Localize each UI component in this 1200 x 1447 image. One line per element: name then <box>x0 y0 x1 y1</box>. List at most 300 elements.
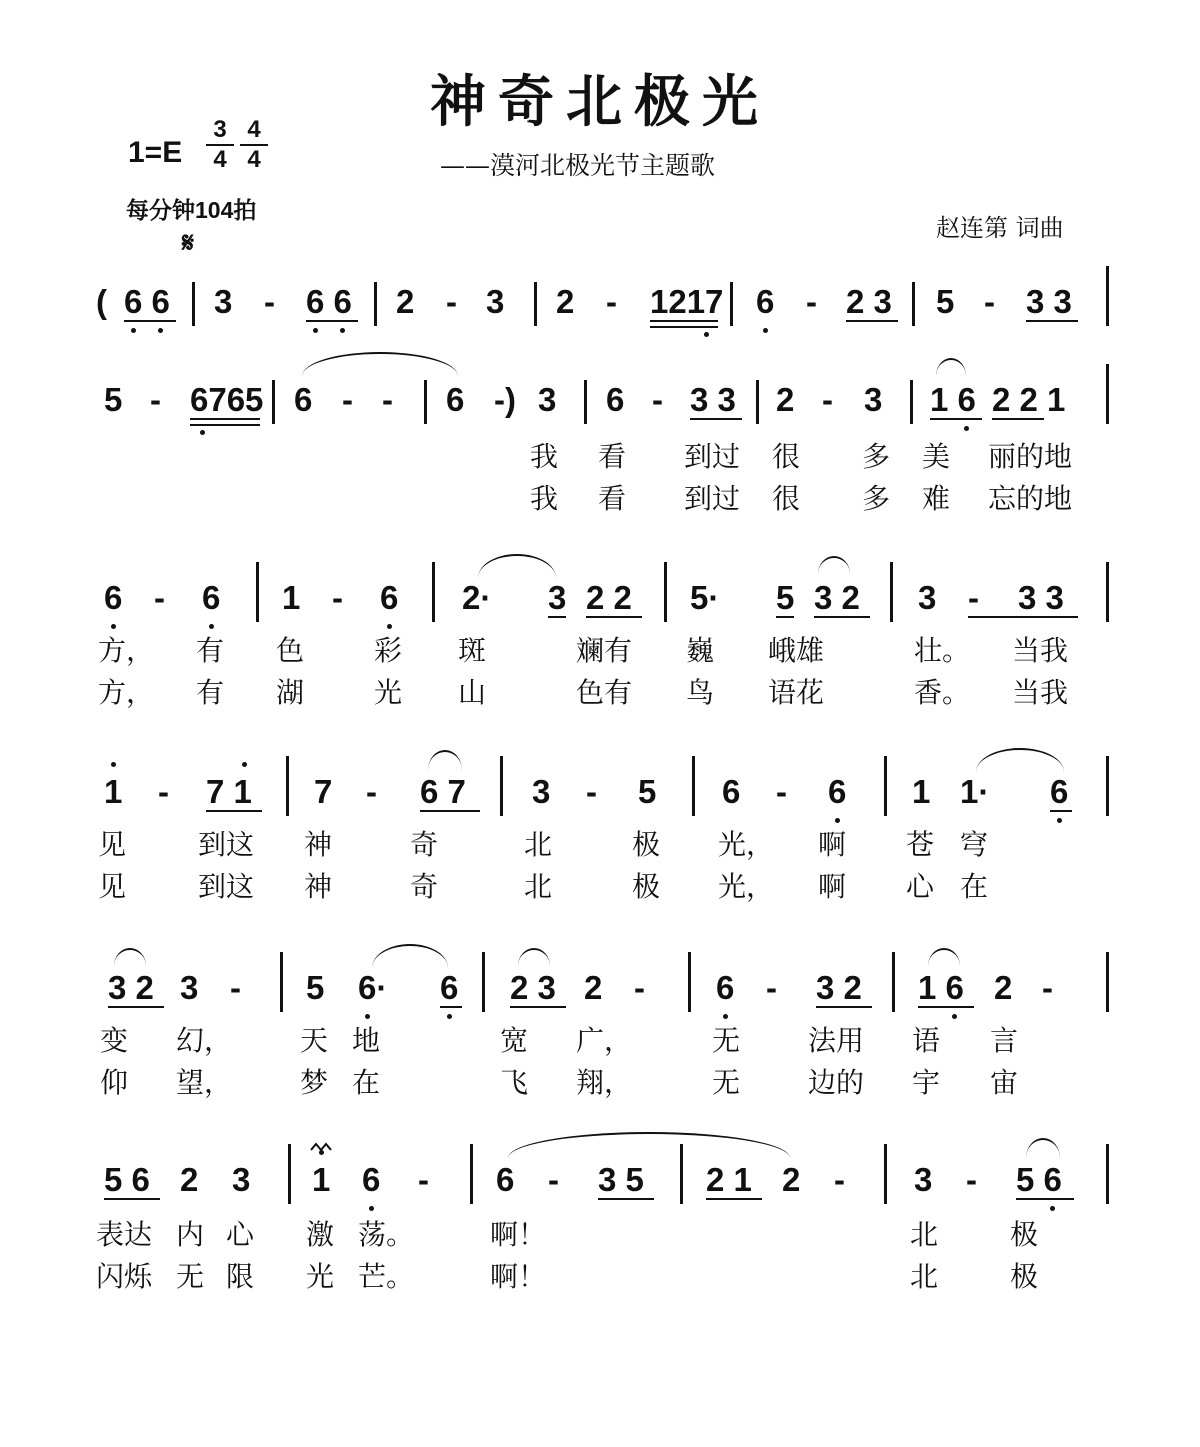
note: 3 3 <box>1026 283 1072 320</box>
lyric: 忘的地 <box>988 482 1073 515</box>
lyric: 穹 <box>960 828 989 861</box>
note: 3 <box>532 773 551 810</box>
beam <box>706 1198 762 1200</box>
lyric: 色 <box>276 634 305 667</box>
barline <box>482 952 485 1012</box>
lyric: 极 <box>1010 1260 1039 1293</box>
low-octave-dot <box>313 328 318 333</box>
note: - <box>158 773 169 810</box>
beam <box>776 616 794 618</box>
barline <box>432 562 435 622</box>
note: 6 <box>446 381 465 418</box>
note: - <box>822 381 833 418</box>
note: 6 <box>294 381 313 418</box>
barline <box>910 380 913 424</box>
note: 3 2 <box>814 579 860 616</box>
music-line-2 <box>0 380 1200 440</box>
lyric: 光 <box>374 676 403 709</box>
barline <box>584 380 587 424</box>
barline <box>1106 364 1109 424</box>
note: - <box>806 283 817 320</box>
barline <box>688 952 691 1012</box>
note: - <box>606 283 617 320</box>
note: - <box>418 1161 429 1198</box>
lyric: 极 <box>632 828 661 861</box>
beam <box>190 424 260 426</box>
note: - <box>548 1161 559 1198</box>
barline <box>424 380 427 424</box>
beam <box>814 616 870 618</box>
composer-credit: 赵连第 词曲 <box>936 214 1064 242</box>
note: 3 <box>214 283 233 320</box>
note: 6 <box>380 579 399 616</box>
note: 5 <box>776 579 795 616</box>
note: 6· <box>358 969 388 1006</box>
lyric: 我 <box>530 440 559 473</box>
note: 3 2 <box>108 969 154 1006</box>
lyrics-line-6-verse-1 <box>0 1218 1200 1258</box>
lyric: 啊 <box>818 828 847 861</box>
barline <box>884 756 887 816</box>
lyric: 丽的地 <box>988 440 1073 473</box>
beam <box>206 810 262 812</box>
lyric: 见 <box>98 828 127 861</box>
lyric: 光 <box>306 1260 335 1293</box>
lyric: 语花 <box>768 676 825 709</box>
lyric: 北 <box>910 1218 939 1251</box>
low-octave-dot <box>835 818 840 823</box>
lyric: 心 <box>226 1218 255 1251</box>
lyric: 内 <box>176 1218 205 1251</box>
lyric: 天 <box>300 1024 329 1057</box>
time-signature-4-4 <box>240 118 268 172</box>
note: - <box>446 283 457 320</box>
lyric: 北 <box>524 828 553 861</box>
note: 6 <box>1050 773 1069 810</box>
lyric: 语 <box>912 1024 941 1057</box>
note: 3 3 <box>1018 579 1064 616</box>
note: 2 <box>994 969 1013 1006</box>
note: 1 <box>104 773 123 810</box>
lyric: 广， <box>576 1024 633 1057</box>
beam <box>918 1006 974 1008</box>
note: - <box>264 283 275 320</box>
note: - <box>634 969 645 1006</box>
barline <box>884 1144 887 1204</box>
lyric: 神 <box>304 828 333 861</box>
low-octave-dot <box>111 624 116 629</box>
barline <box>1106 266 1109 326</box>
barline <box>534 282 537 326</box>
beam <box>650 320 718 322</box>
note: - <box>332 579 343 616</box>
note: 2 <box>180 1161 199 1198</box>
note: 6 <box>104 579 123 616</box>
note: 6 <box>756 283 775 320</box>
tie <box>976 748 1064 772</box>
barline <box>288 1144 291 1204</box>
beam <box>650 326 718 328</box>
lyric: 山 <box>458 676 487 709</box>
lyric: 到过 <box>684 482 741 515</box>
beam <box>420 810 480 812</box>
note: 3 <box>232 1161 251 1198</box>
note: 6 <box>828 773 847 810</box>
lyrics-line-5-verse-1 <box>0 1024 1200 1064</box>
note: - <box>1042 969 1053 1006</box>
lyric: 光， <box>718 870 775 903</box>
lyric: 苍 <box>906 828 935 861</box>
lyric: 无 <box>176 1260 205 1293</box>
beam <box>930 418 982 420</box>
barline <box>1106 562 1109 622</box>
music-line-5 <box>0 968 1200 1028</box>
note: 2 <box>556 283 575 320</box>
lyric: 地 <box>352 1024 381 1057</box>
lyric: 啊！ <box>490 1218 547 1251</box>
lyric: 言 <box>990 1024 1019 1057</box>
lyric: 很 <box>772 482 801 515</box>
lyric: 美 <box>922 440 951 473</box>
barline <box>280 952 283 1012</box>
lyric: 光， <box>718 828 775 861</box>
lyrics-line-2-verse-1 <box>0 440 1200 480</box>
note: 6 <box>496 1161 515 1198</box>
lyric: 色有 <box>576 676 633 709</box>
note: 3 2 <box>816 969 862 1006</box>
note: - <box>834 1161 845 1198</box>
time-signature-3-4 <box>206 118 234 172</box>
note: - <box>586 773 597 810</box>
low-octave-dot <box>952 1014 957 1019</box>
lyric: 心 <box>906 870 935 903</box>
note: 3 <box>538 381 557 418</box>
lyrics-line-3-verse-1 <box>0 634 1200 674</box>
lyric: 飞 <box>500 1066 529 1099</box>
lyric: 当我 <box>1012 676 1069 709</box>
barline <box>730 282 733 326</box>
note: 2 3 <box>510 969 556 1006</box>
lyric: 奇 <box>410 828 439 861</box>
lyric: 看 <box>598 482 627 515</box>
lyrics-line-4-verse-1 <box>0 828 1200 868</box>
note: - <box>230 969 241 1006</box>
note: 6 <box>722 773 741 810</box>
note: -) <box>494 381 516 418</box>
low-octave-dot <box>340 328 345 333</box>
tie <box>508 1132 790 1158</box>
note: 2 2 <box>586 579 632 616</box>
beam <box>104 1198 160 1200</box>
lyric: 极 <box>1010 1218 1039 1251</box>
lyric: 到过 <box>684 440 741 473</box>
note: ( <box>96 283 107 320</box>
note: 2 <box>782 1161 801 1198</box>
note: 6 <box>606 381 625 418</box>
key-signature: 1=E <box>128 136 183 169</box>
lyric: 在 <box>352 1066 381 1099</box>
lyric: 变 <box>100 1024 129 1057</box>
lyrics-line-2-verse-2 <box>0 482 1200 522</box>
song-subtitle: ——漠河北极光节主题歌 <box>440 151 716 180</box>
lyric: 彩 <box>374 634 403 667</box>
slur <box>818 556 850 574</box>
lyric: 有 <box>196 634 225 667</box>
beam <box>124 320 176 322</box>
lyric: 到这 <box>198 870 255 903</box>
slur <box>478 554 556 578</box>
lyric: 宽 <box>500 1024 529 1057</box>
lyric: 法用 <box>808 1024 865 1057</box>
beam <box>510 1006 566 1008</box>
ornament-icon <box>310 1142 334 1152</box>
lyric: 有 <box>196 676 225 709</box>
note: 2 1 <box>706 1161 752 1198</box>
barline <box>892 952 895 1012</box>
time-sig-numerator: 3 <box>206 118 234 146</box>
note: 2 <box>584 969 603 1006</box>
lyric: 闪烁 <box>96 1260 153 1293</box>
low-octave-dot <box>158 328 163 333</box>
note: - <box>776 773 787 810</box>
lyric: 神 <box>304 870 333 903</box>
slur <box>1026 1138 1060 1158</box>
lyric: 宇 <box>912 1066 941 1099</box>
lyric: 在 <box>960 870 989 903</box>
barline <box>192 282 195 326</box>
barline <box>286 756 289 816</box>
note: 3 3 <box>690 381 736 418</box>
beam <box>968 616 1078 618</box>
barline <box>470 1144 473 1204</box>
lyric: 啊！ <box>490 1260 547 1293</box>
time-sig-numerator: 4 <box>240 118 268 146</box>
high-octave-dot <box>242 762 247 767</box>
slur <box>428 750 462 770</box>
note: - <box>652 381 663 418</box>
beam <box>816 1006 872 1008</box>
lyric: 北 <box>910 1260 939 1293</box>
note: 1217 <box>650 283 724 320</box>
note: 5 6 <box>104 1161 150 1198</box>
time-sig-denominator: 4 <box>213 146 227 173</box>
lyrics-line-4-verse-2 <box>0 870 1200 910</box>
barline <box>1106 756 1109 816</box>
low-octave-dot <box>723 1014 728 1019</box>
note: - <box>968 579 979 616</box>
note: 3 <box>918 579 937 616</box>
note: 1 <box>282 579 301 616</box>
music-line-6 <box>0 1160 1200 1220</box>
beam <box>846 320 898 322</box>
barline <box>912 282 915 326</box>
note: 6765 <box>190 381 264 418</box>
note: - <box>984 283 995 320</box>
tie <box>302 352 458 376</box>
lyric: 香。 <box>914 676 971 709</box>
music-line-4 <box>0 772 1200 832</box>
low-octave-dot <box>387 624 392 629</box>
low-octave-dot <box>447 1014 452 1019</box>
note: 7 1 <box>206 773 252 810</box>
note: 5 6 <box>1016 1161 1062 1198</box>
music-line-1 <box>0 282 1200 342</box>
beam <box>548 616 566 618</box>
lyrics-line-6-verse-2 <box>0 1260 1200 1300</box>
lyric: 方， <box>98 676 155 709</box>
note: 7 <box>314 773 333 810</box>
note: 2 <box>776 381 795 418</box>
lyric: 宙 <box>990 1066 1019 1099</box>
lyric: 难 <box>922 482 951 515</box>
note: 6 <box>202 579 221 616</box>
note: 3 <box>914 1161 933 1198</box>
beam <box>1050 810 1072 812</box>
note: - <box>766 969 777 1006</box>
beam <box>598 1198 654 1200</box>
low-octave-dot <box>365 1014 370 1019</box>
slur <box>928 948 960 966</box>
barline <box>1106 952 1109 1012</box>
lyric: 到这 <box>198 828 255 861</box>
slur <box>936 358 966 376</box>
lyric: 峨雄 <box>768 634 825 667</box>
note: 2 2 1 <box>992 381 1066 418</box>
lyric: 多 <box>862 440 891 473</box>
note: 6 6 <box>306 283 352 320</box>
note: 5 <box>104 381 123 418</box>
note: 6 6 <box>124 283 170 320</box>
note: 1· <box>960 773 990 810</box>
note: 2· <box>462 579 492 616</box>
lyric: 限 <box>226 1260 255 1293</box>
low-octave-dot <box>131 328 136 333</box>
lyric: 极 <box>632 870 661 903</box>
lyric: 荡。 <box>358 1218 415 1251</box>
lyric: 湖 <box>276 676 305 709</box>
song-title: 神奇北极光 <box>430 69 770 135</box>
lyric: 很 <box>772 440 801 473</box>
note: 5 <box>936 283 955 320</box>
lyric: 多 <box>862 482 891 515</box>
note: 6 <box>716 969 735 1006</box>
tie <box>372 944 448 968</box>
note: 6 7 <box>420 773 466 810</box>
lyric: 仰 <box>100 1066 129 1099</box>
note: 6 <box>440 969 459 1006</box>
beam <box>190 418 260 420</box>
time-sig-denominator: 4 <box>247 146 261 173</box>
lyric: 表达 <box>96 1218 153 1251</box>
note: - <box>342 381 353 418</box>
lyric: 无 <box>712 1066 741 1099</box>
lyric: 斑 <box>458 634 487 667</box>
barline <box>692 756 695 816</box>
lyric: 激 <box>306 1218 335 1251</box>
barline <box>272 380 275 424</box>
low-octave-dot <box>763 328 768 333</box>
note: 6 <box>362 1161 381 1198</box>
lyric: 啊 <box>818 870 847 903</box>
note: 3 <box>180 969 199 1006</box>
note: 3 <box>548 579 567 616</box>
barline <box>374 282 377 326</box>
lyric: 巍 <box>686 634 715 667</box>
note: - <box>966 1161 977 1198</box>
lyric: 斓有 <box>576 634 633 667</box>
barline <box>256 562 259 622</box>
lyric: 鸟 <box>686 676 715 709</box>
low-octave-dot <box>1057 818 1062 823</box>
note: 3 <box>864 381 883 418</box>
beam <box>992 418 1044 420</box>
beam <box>1016 1198 1074 1200</box>
lyrics-line-5-verse-2 <box>0 1066 1200 1106</box>
note: 1 <box>312 1161 331 1198</box>
note: - <box>154 579 165 616</box>
low-octave-dot <box>704 332 709 337</box>
beam <box>586 616 642 618</box>
beam <box>440 1006 462 1008</box>
lyric: 望， <box>176 1066 233 1099</box>
note: 5· <box>690 579 720 616</box>
note: 5 <box>306 969 325 1006</box>
slur <box>114 948 146 966</box>
low-octave-dot <box>200 430 205 435</box>
lyric: 奇 <box>410 870 439 903</box>
note: 3 5 <box>598 1161 644 1198</box>
low-octave-dot <box>1050 1206 1055 1211</box>
beam <box>108 1006 164 1008</box>
note: 1 6 <box>930 381 976 418</box>
beam <box>306 320 358 322</box>
beam <box>690 418 742 420</box>
segno-icon: 𝄋 <box>182 226 195 259</box>
lyric: 看 <box>598 440 627 473</box>
barline <box>1106 1144 1109 1204</box>
lyric: 当我 <box>1012 634 1069 667</box>
lyric: 幻， <box>176 1024 233 1057</box>
lyrics-line-3-verse-2 <box>0 676 1200 716</box>
lyric: 北 <box>524 870 553 903</box>
high-octave-dot <box>111 762 116 767</box>
note: - <box>382 381 393 418</box>
lyric: 方， <box>98 634 155 667</box>
note: - <box>366 773 377 810</box>
barline <box>756 380 759 424</box>
slur <box>518 948 550 966</box>
note: 2 <box>396 283 415 320</box>
lyric: 无 <box>712 1024 741 1057</box>
note: 1 6 <box>918 969 964 1006</box>
lyric: 我 <box>530 482 559 515</box>
note: - <box>150 381 161 418</box>
lyric: 见 <box>98 870 127 903</box>
lyric: 芒。 <box>358 1260 415 1293</box>
low-octave-dot <box>964 426 969 431</box>
note: 3 <box>486 283 505 320</box>
low-octave-dot <box>209 624 214 629</box>
barline <box>500 756 503 816</box>
tempo-marking: 每分钟104拍 <box>126 197 257 223</box>
beam <box>1026 320 1078 322</box>
note: 5 <box>638 773 657 810</box>
barline <box>890 562 893 622</box>
lyric: 壮。 <box>914 634 971 667</box>
barline <box>664 562 667 622</box>
lyric: 梦 <box>300 1066 329 1099</box>
note: 2 3 <box>846 283 892 320</box>
